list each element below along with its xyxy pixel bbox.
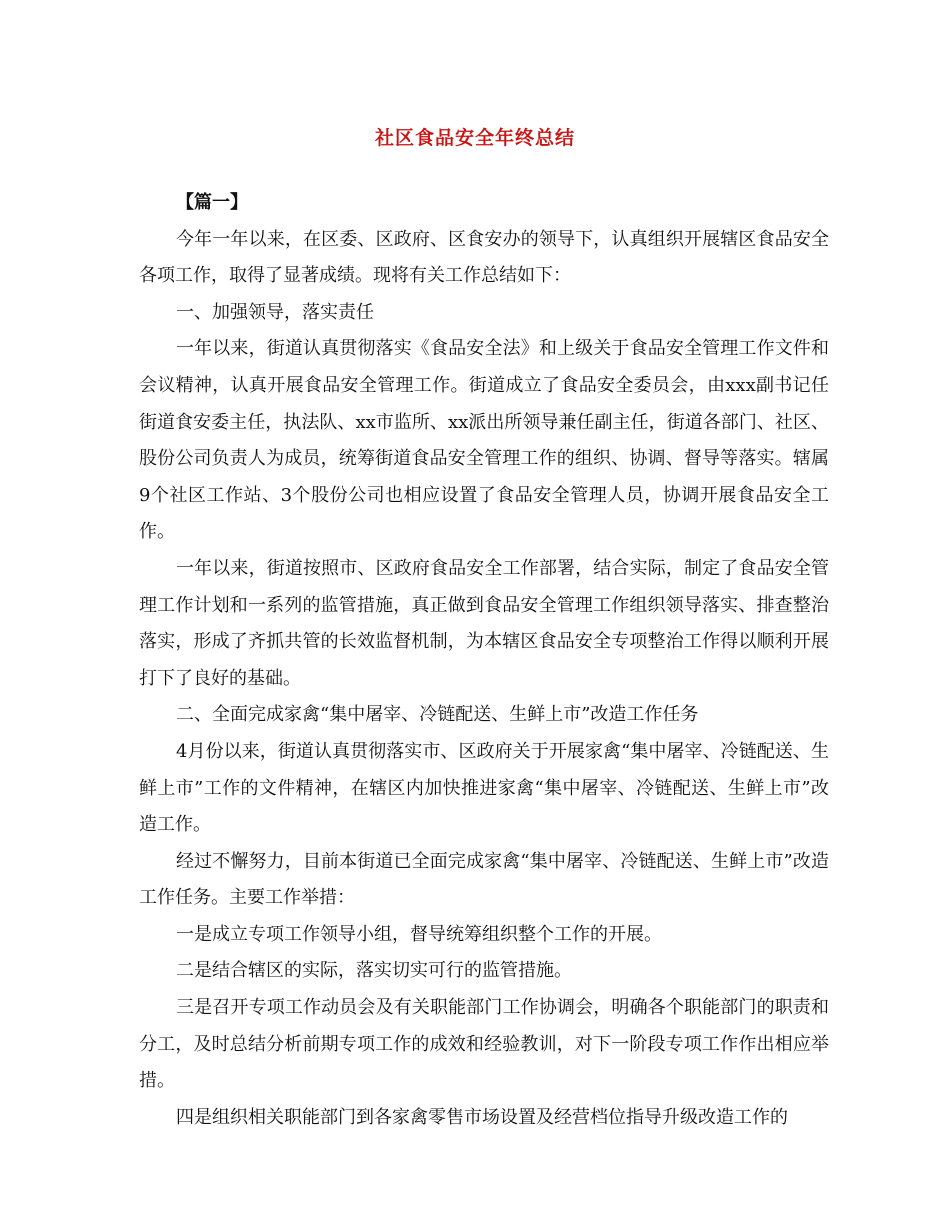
intro-paragraph: 今年一年以来，在区委、区政府、区食安办的领导下，认真组织开展辖区食品安全各项工作，取得了显著成绩。现将有关工作总结如下： <box>139 228 829 287</box>
document-title: 社区食品安全年终总结 <box>374 127 575 149</box>
section-marker: 【篇一】 <box>176 192 248 213</box>
measure-item-4: 四是组织相关职能部门到各家禽零售市场设置及经营档位指导升级改造工作的 <box>176 1106 788 1128</box>
body-paragraph: 一年以来，街道认真贯彻落实《食品安全法》和上级关于食品安全管理工作文件和会议精神，认真开展食品安全管理工作。街道成立了食品安全委员会，由xxx副书记任街道食安委主任，执法队、xx市监所、xx派出所领导兼任副主任，街道各部门、社区、股份公司负责人为成员，统筹街道食品安全管理工作的组织、协调、督导等落实。辖属9个社区工作站、3个股份公司也相应设置了食品安全管理人员，协调开展食品安全工作。 <box>139 338 829 543</box>
body-paragraph: 4月份以来，街道认真贯彻落实市、区政府关于开展家禽“集中屠宰、冷链配送、生鲜上市”工作的文件精神，在辖区内加快推进家禽“集中屠宰、冷链配送、生鲜上市”改造工作。 <box>139 740 829 836</box>
measure-item-1: 一是成立专项工作领导小组，督导统筹组织整个工作的开展。 <box>176 923 662 945</box>
section-heading-2: 二、全面完成家禽“集中屠宰、冷链配送、生鲜上市”改造工作任务 <box>176 704 699 726</box>
measure-item-2: 二是结合辖区的实际，落实切实可行的监管措施。 <box>176 960 572 982</box>
body-paragraph: 一年以来，街道按照市、区政府食品安全工作部署，结合实际，制定了食品安全管理工作计划和一系列的监管措施，真正做到食品安全管理工作组织领导落实、排查整治落实，形成了齐抓共管的长效监督机制，为本辖区食品安全专项整治工作得以顺利开展打下了良好的基础。 <box>139 557 829 689</box>
section-heading-1: 一、加强领导，落实责任 <box>176 301 374 323</box>
document-body <box>139 185 829 1136</box>
measure-item-3: 三是召开专项工作动员会及有关职能部门工作协调会，明确各个职能部门的职责和分工，及时总结分析前期专项工作的成效和经验教训，对下一阶段专项工作作出相应举措。 <box>139 997 829 1092</box>
body-paragraph: 经过不懈努力，目前本街道已全面完成家禽“集中屠宰、冷链配送、生鲜上市”改造工作任务。主要工作举措： <box>139 850 829 909</box>
